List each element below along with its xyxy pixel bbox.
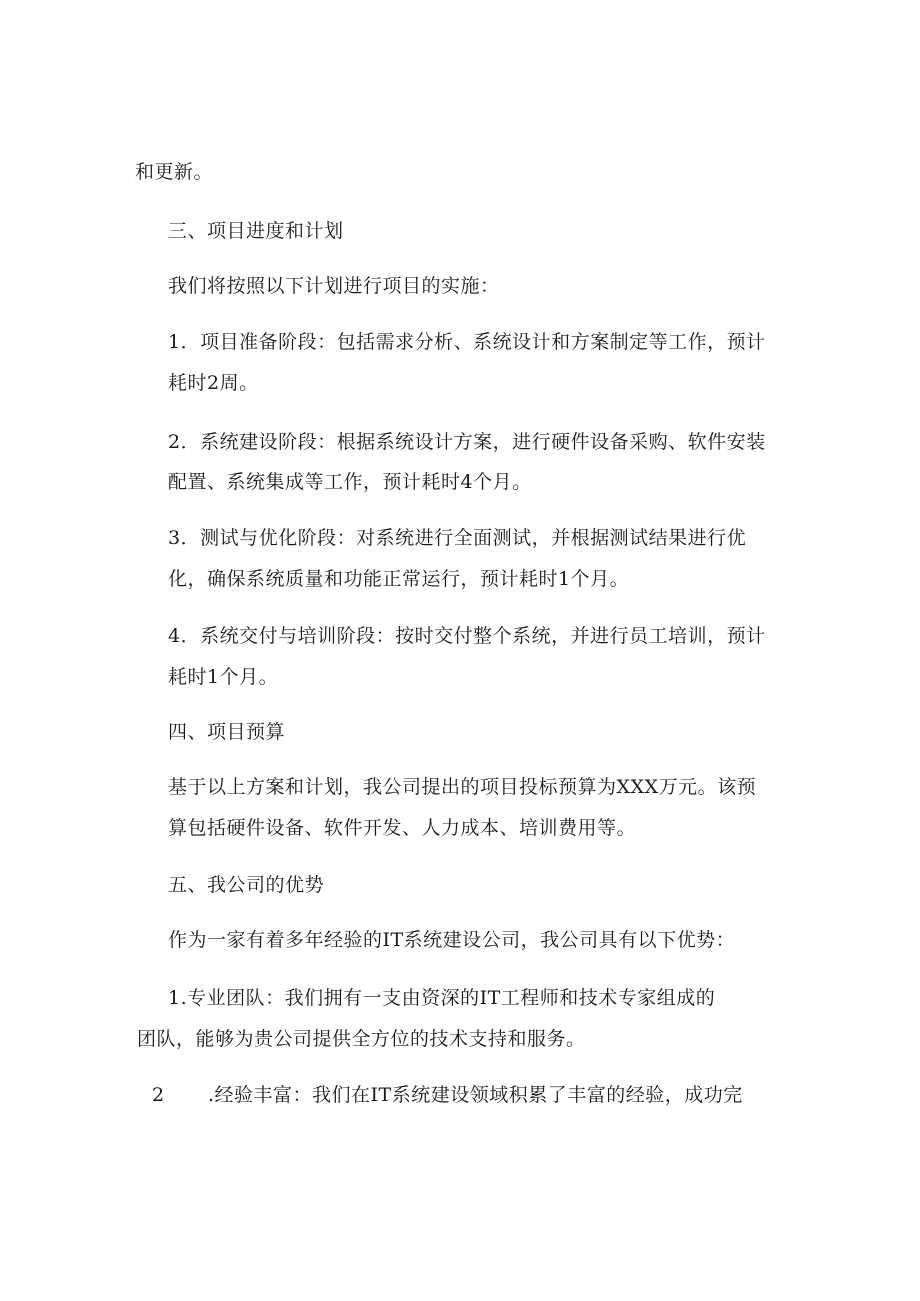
- list-item-line: 4．系统交付与培训阶段：按时交付整个系统，并进行员工培训，预计: [168, 625, 766, 647]
- section-heading: 五、我公司的优势: [168, 874, 325, 896]
- list-item-line: 1．项目准备阶段：包括需求分析、系统设计和方案制定等工作，预计: [168, 331, 766, 353]
- list-item-number: 2: [152, 1084, 165, 1106]
- paragraph-line: 算包括硬件设备、软件开发、人力成本、培训费用等。: [168, 817, 637, 839]
- list-item-line: .经验丰富：我们在IT系统建设领域积累了丰富的经验，成功完: [208, 1084, 743, 1106]
- paragraph-line: 和更新。: [135, 161, 214, 183]
- list-item-line: 团队，能够为贵公司提供全方位的技术支持和服务。: [137, 1028, 586, 1050]
- list-item-line: 3．测试与优化阶段：对系统进行全面测试，并根据测试结果进行优: [168, 527, 747, 549]
- list-item-line: 配置、系统集成等工作，预计耗时4个月。: [168, 471, 532, 493]
- paragraph-line: 我们将按照以下计划进行项目的实施：: [168, 275, 500, 297]
- paragraph-line: 作为一家有着多年经验的IT系统建设公司，我公司具有以下优势：: [168, 929, 736, 951]
- list-item-line: 1.专业团队：我们拥有一支由资深的IT工程师和技术专家组成的: [168, 987, 716, 1009]
- list-item-line: 耗时2周。: [168, 372, 259, 394]
- paragraph-line: 基于以上方案和计划，我公司提出的项目投标预算为XXX万元。该预: [168, 776, 757, 798]
- section-heading: 三、项目进度和计划: [168, 220, 344, 242]
- section-heading: 四、项目预算: [168, 721, 286, 743]
- list-item-line: 化，确保系统质量和功能正常运行，预计耗时1个月。: [168, 568, 630, 590]
- list-item-line: 耗时1个月。: [168, 666, 279, 688]
- list-item-line: 2．系统建设阶段：根据系统设计方案，进行硬件设备采购、软件安装: [168, 431, 766, 453]
